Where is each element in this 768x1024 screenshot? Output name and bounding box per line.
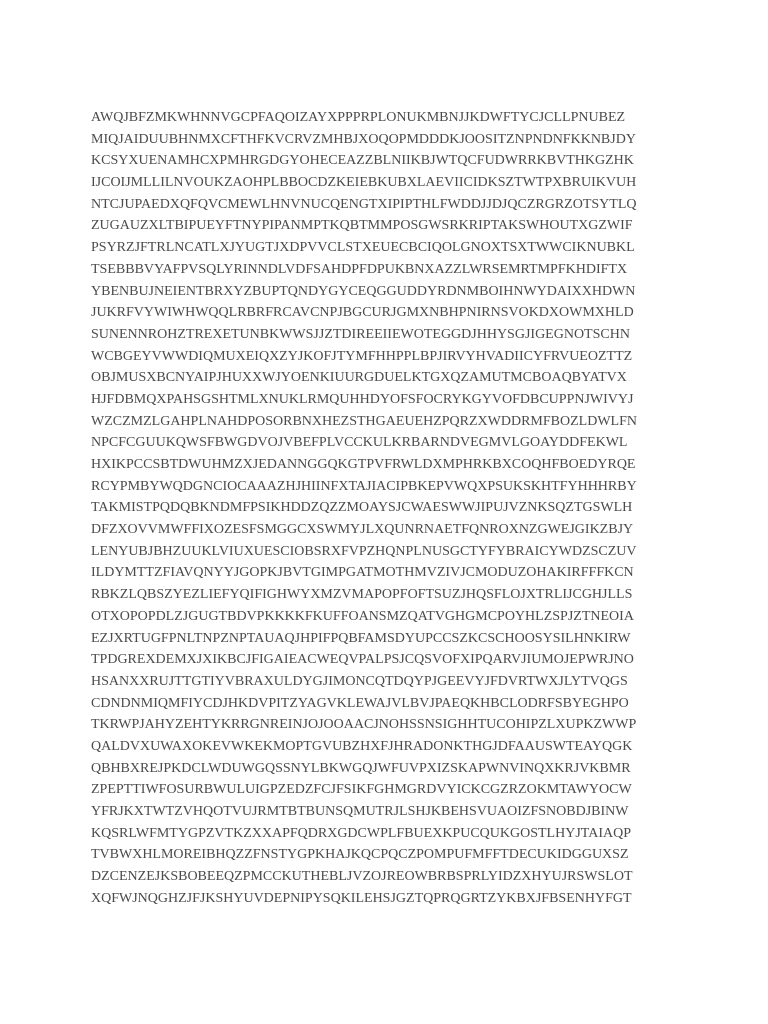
text-line xyxy=(91,909,691,931)
text-block xyxy=(91,107,691,931)
text-line: NTCJUPAEDXQFQVCMEWLHNVNUCQENGTXIPIPTHLFWDDJJDJQCZRGRZOTSYTLQ xyxy=(91,196,637,212)
text-line: TSEBBBVYAFPVSQLYRINNDLVDFSAHDPFDPUKBNXAZZLWRSEMRTMPFKHDIFTX xyxy=(91,261,628,277)
text-line: SUNENNROHZTREXETUNBKWWSJJZTDIREEIIEWOTEGGDJHHYSGJIGEGNOTSCHN xyxy=(91,326,630,342)
text-line: HSANXXRUJTTGTIYVBRAXULDYGJIMONCQTDQYPJGEEVYJFDVRTWXJLYTVQGS xyxy=(91,673,628,689)
text-line: TAKMISTPQDQBKNDMFPSIKHDDZQZZMOAYSJCWAESWWJIPUJVZNKSQZTGSWLH xyxy=(91,500,633,516)
text-line: DZCENZEJKSBOBEEQZPMCCKUTHEBLJVZOJREOWBRBSPRLYIDZXHYUJRSWSLOT xyxy=(91,869,633,885)
text-line: QBHBXREJPKDCLWDUWGQSSNYLBKWGQJWFUVPXIZSKAPWNVINQXKRJVKBMR xyxy=(91,760,631,776)
text-line: KQSRLWFMTYGPZVTKZXXAPFQDRXGDCWPLFBUEXKPUCQUKGOSTLHYJTAIAQP xyxy=(91,825,631,841)
text-line: AWQJBFZMKWHNNVGCPFAQOIZAYXPPPRPLONUKMBNJJKDWFTYCJCLLPNUBEZ xyxy=(91,110,626,125)
text-line: IJCOIJMLLILNVOUKZAOHPLBBOCDZKEIEBKUBXLAEVIICIDKSZTWTPXBRUIKVUH xyxy=(91,175,637,191)
text-line: DFZXOVVMWFFIXOZESFSMGGCXSWMYJLXQUNRNAETFQNROXNZGWEJGIKZBJY xyxy=(91,522,634,538)
text-line: ILDYMTTZFIAVQNYYJGOPKJBVTGIMPGATMOTHMVZIVJCMODUZOHAKIRFFFKCN xyxy=(91,565,634,581)
text-line: OBJMUSXBCNYAIPJHUXXWJYOENKIUURGDUELKTGXQZAMUTMCBOAQBYATVX xyxy=(91,370,627,386)
text-line: JUKRFVYWIWHWQQLRBRFRCAVCNPJBGCURJGMXNBHPNIRNSVOKDXOWMXHLD xyxy=(91,305,634,321)
text-line: XQFWJNQGHZJFJKSHYUVDEPNIPYSQKILEHSJGZTQPRQGRTZYKBXJFBSENHYFGT xyxy=(91,890,632,906)
text-line: CDNDNMIQMFIYCDJHKDVPITZYAGVKLEWAJVLBVJPAEQKHBCLODRFSBYEGHPO xyxy=(91,695,629,711)
text-line: TKRWPJAHYZEHTYKRRGNREINJOJOOAACJNOHSSNSIGHHTUCOHIPZLXUPKZWWP xyxy=(91,717,637,733)
text-line: ZPEPTTIWFOSURBWULUIGPZEDZFCJFSIKFGHMGRDVYICKCGZRZOKMTAWYOCW xyxy=(91,782,632,798)
text-line: HJFDBMQXPAHSGSHTMLXNUKLRMQUHHDYOFSFOCRYKGYVOFDBCUPPNJWIVYJ xyxy=(91,391,634,407)
text-line: EZJXRTUGFPNLTNPZNPTAUAQJHPIFPQBFAMSDYUPCCSZKCSCHOOSYSILHNKIRW xyxy=(91,630,631,646)
text-line: NPCFCGUUKQWSFBWGDVOJVBEFPLVCCKULKRBARNDVEGMVLGOAYDDFEKWL xyxy=(91,435,628,451)
text-line: QALDVXUWAXOKEVWKEKMOPTGVUBZHXFJHRADONKTHGJDFAAUSWTEAYQGK xyxy=(91,738,633,754)
text-line: PSYRZJFTRLNCATLXJYUGTJXDPVVCLSTXEUECBCIQOLGNOXTSXTWWCIKNUBKL xyxy=(91,240,635,256)
text-line: RCYPMBYWQDGNCIOCAAAZHJHIINFXTAJIACIPBKEPVWQXPSUKSKHTFYHHHRBY xyxy=(91,478,637,494)
text-line: HXIKPCCSBTDWUHMZXJEDANNGGQKGTPVFRWLDXMPHRKBXCOQHFBOEDYRQE xyxy=(91,457,636,472)
text-line: YFRJKXTWTZVHQOTVUJRMTBTBUNSQMUTRJLSHJKBEHSVUAOIZFSNOBDJBINW xyxy=(91,804,629,819)
text-line: TPDGREXDEMXJXIKBCJFIGAIEACWEQVPALPSJCQSVOFXIPQARVJIUMOJEPWRJNO xyxy=(91,652,634,668)
text-line: YBENBUJNEIENTBRXYZBUPTQNDYGYCEQGGUDDYRDNMBOIHNWYDAIXXHDWN xyxy=(91,283,636,299)
text-line: WZCZMZLGAHPLNAHDPOSORBNXHEZSTHGAEUEHZPQRZXWDDRMFBOZLDWLFN xyxy=(91,413,637,429)
text-line: ZUGAUZXLTBIPUEYFTNYPIPANMPTKQBTMMPOSGWSRKRIPTAKSWHOUTXGZWIF xyxy=(91,218,633,234)
text-line: MIQJAIDUUBHNMXCFTHFKVCRVZMHBJXOQOPMDDDKJOOSITZNPNDNFKKNBJDY xyxy=(91,131,636,147)
text-line: LENYUBJBHZUUKLVIUXUESCIOBSRXFVPZHQNPLNUSGCTYFYBRAICYWDZSCZUV xyxy=(91,543,637,559)
text-line: WCBGEYVWWDIQMUXEIQXZYJKOFJTYMFHHPPLBPJIRVYHVADIICYFRVUEOZTTZ xyxy=(91,348,633,364)
text-line: OTXOPOPDLZJGUGTBDVPKKKKFKUFFOANSMZQATVGHGMCPOYHLZSPJZTNEOIA xyxy=(91,608,634,624)
text-line: TVBWXHLMOREIBHQZZFNSTYGPKHAJKQCPQCZPOMPUFMFFTDECUKIDGGUXSZ xyxy=(91,847,629,863)
text-line: RBKZLQBSZYEZLIEFYQIFIGHWYXMZVMAPOPFOFTSUZJHQSFLOJXTRLIJCGHJLLS xyxy=(91,587,633,603)
text-line: KCSYXUENAMHCXPMHRGDGYOHECEAZZBLNIIKBJWTQCFUDWRRKBVTHKGZHK xyxy=(91,153,634,169)
